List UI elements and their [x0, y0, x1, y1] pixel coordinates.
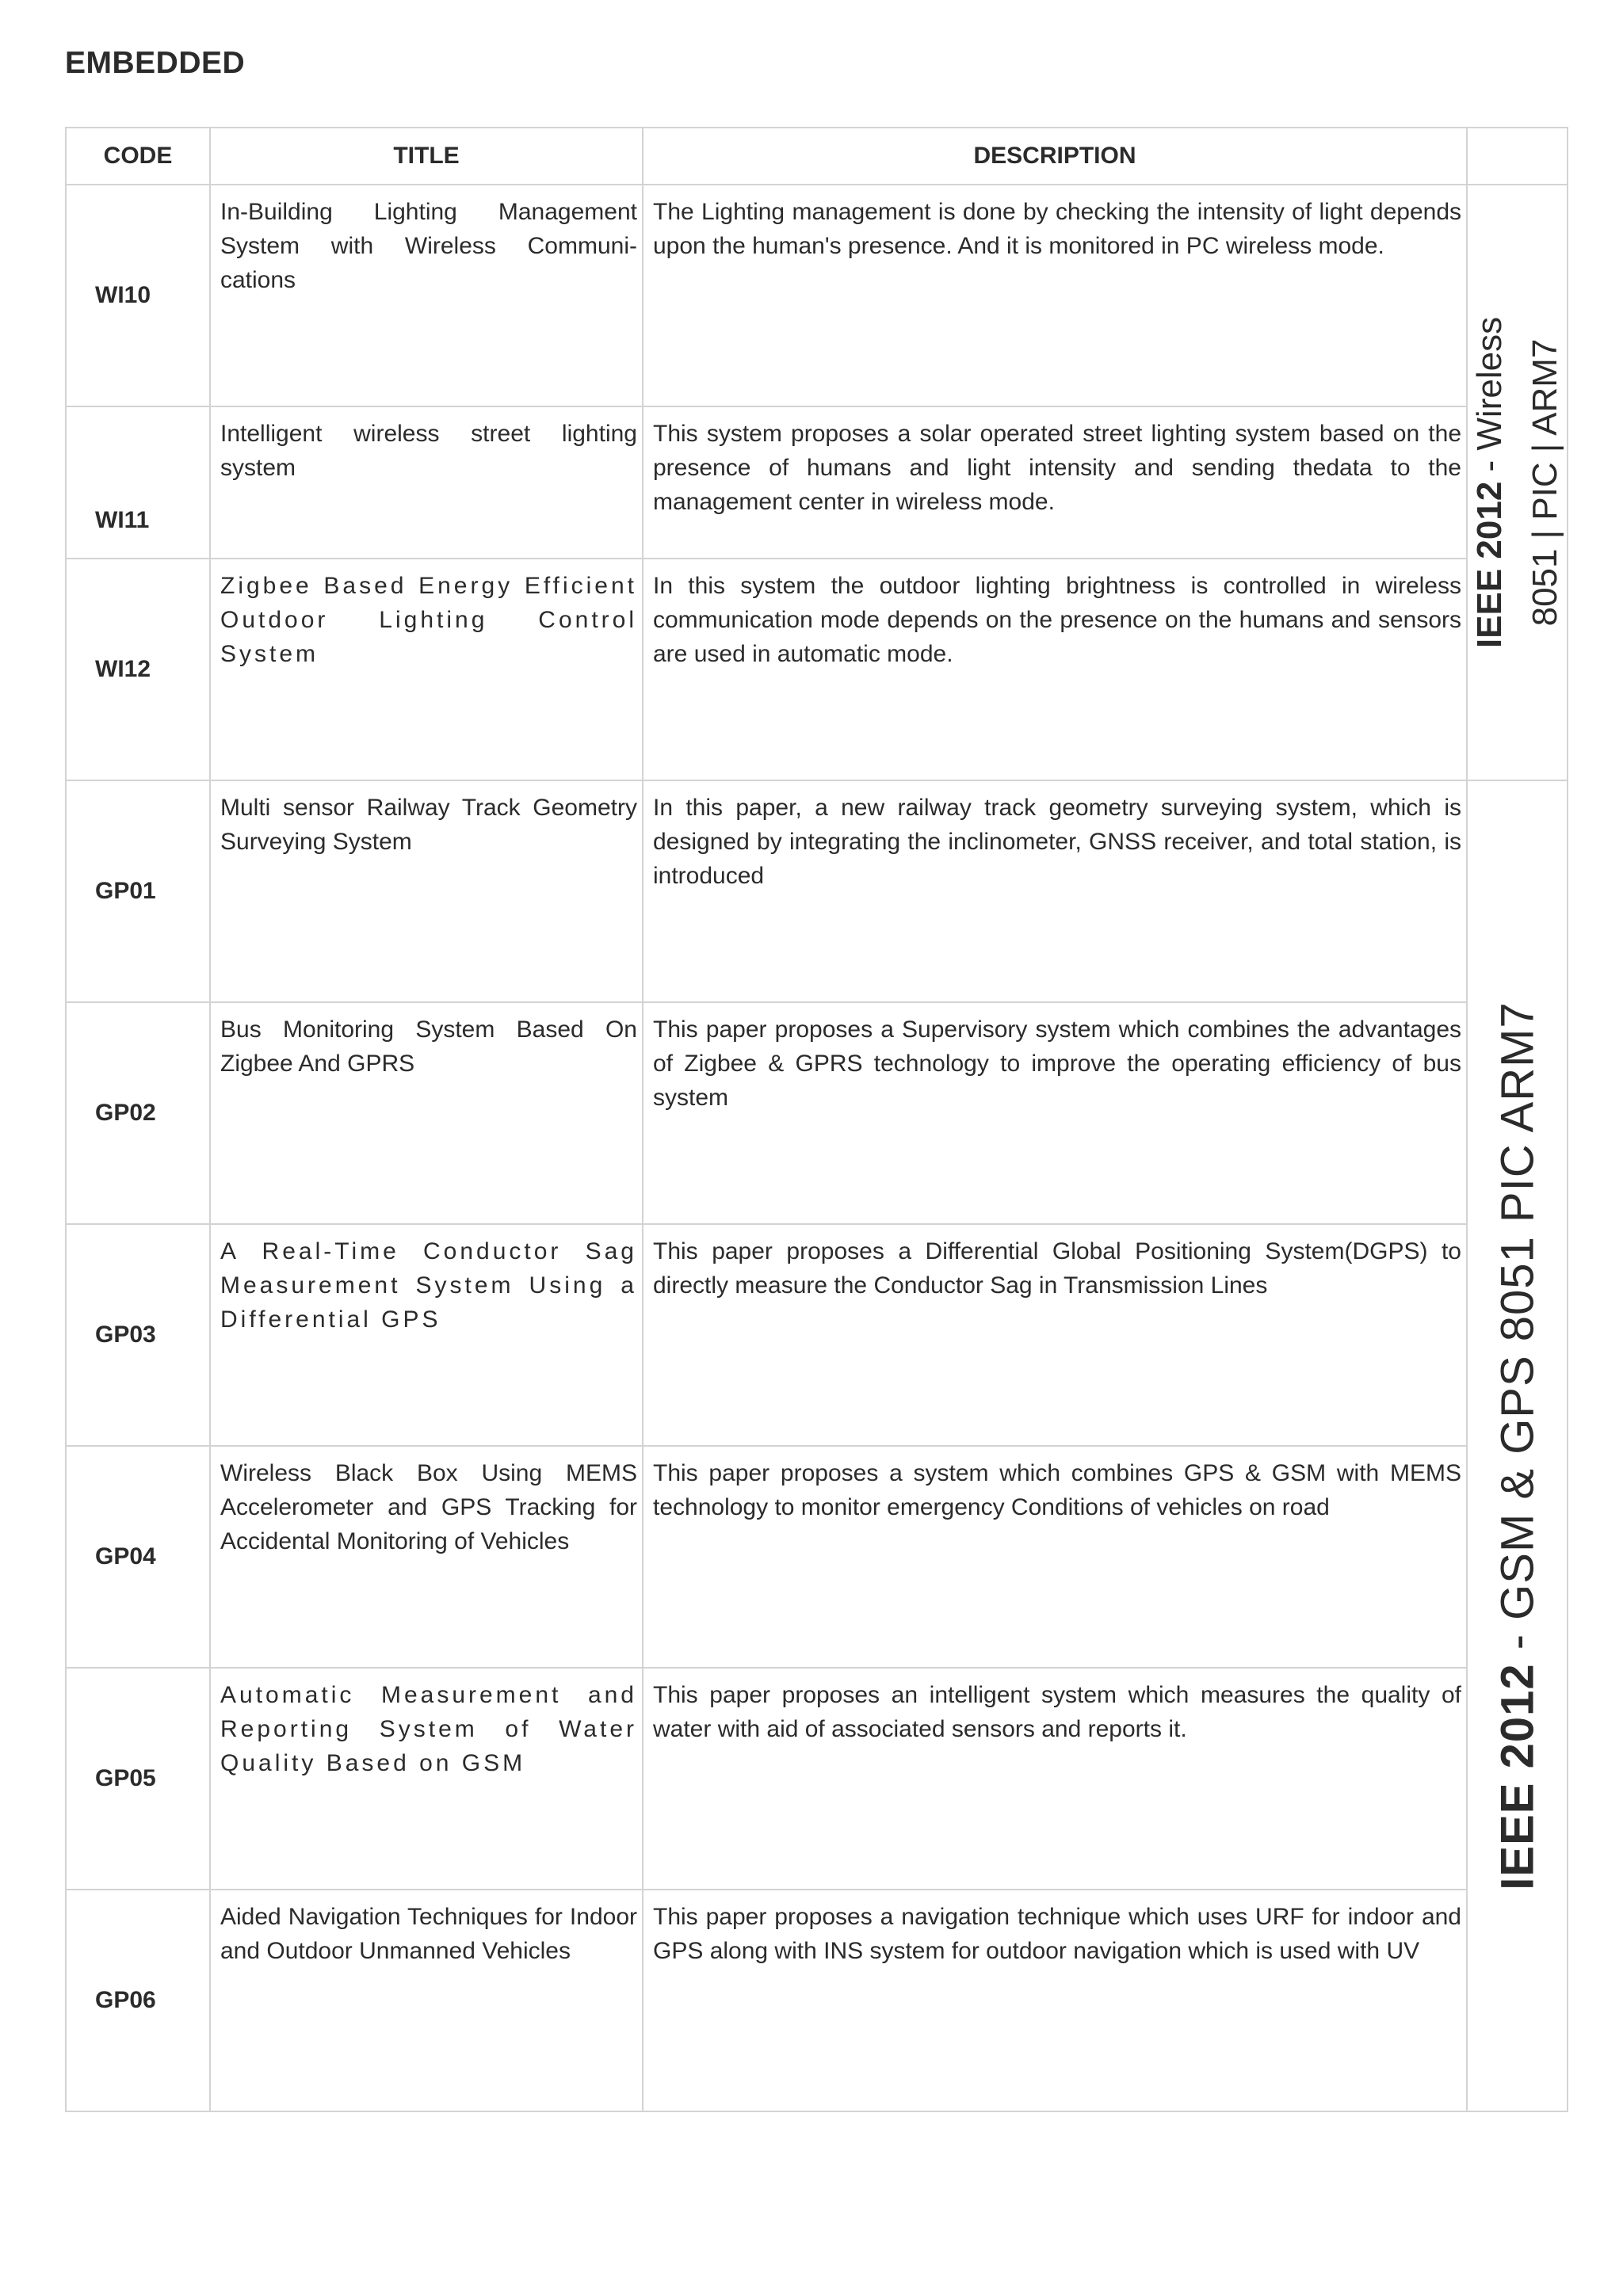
- table-row: [66, 559, 1568, 780]
- project-title: Wireless Black Box Using MEMS Accelerometer and GPS Tracking for Accidental Monitoring of Vehicles: [210, 1446, 643, 1668]
- gps-category: - GSM & GPS 8051 PIC ARM7: [1491, 1001, 1543, 1664]
- project-code: WI10: [66, 185, 210, 406]
- column-header-category: [1467, 128, 1568, 185]
- project-description: This system proposes a solar operated street lighting system based on the presence of humans and light intensity and sending thedata to the management center in wireless mode.: [643, 406, 1467, 559]
- table-header-row: [66, 128, 1568, 185]
- category-label-wireless: [1467, 185, 1568, 780]
- table-row: [66, 780, 1568, 1002]
- page-title: EMBEDDED: [65, 46, 246, 80]
- table-row: [66, 1890, 1568, 2111]
- gps-year-label: IEEE 2012: [1491, 1663, 1543, 1890]
- project-title: A Real-Time Conductor Sag Measurement System Using a Differential GPS: [210, 1224, 643, 1446]
- column-header-title: TITLE: [210, 128, 643, 185]
- table-row: [66, 1668, 1568, 1890]
- project-description: In this paper, a new railway track geometry surveying system, which is designed by integrating the inclinometer, GNSS receiver, and total station, is introduced: [643, 780, 1467, 1002]
- project-code: GP06: [66, 1890, 210, 2111]
- project-table: [65, 127, 1568, 2112]
- project-description: This paper proposes a navigation technique which uses URF for indoor and GPS along with INS system for outdoor navigation which is used with UV: [643, 1890, 1467, 2111]
- table-row: [66, 185, 1568, 406]
- table-row: [66, 1002, 1568, 1224]
- table-row: [66, 1224, 1568, 1446]
- project-code: WI11: [66, 406, 210, 559]
- project-title: Zigbee Based Energy Efficient Outdoor Lighting Control System: [210, 559, 643, 780]
- project-title: Bus Monitoring System Based On Zigbee And GPRS: [210, 1002, 643, 1224]
- project-description: The Lighting management is done by checking the intensity of light depends upon the human's presence. And it is monitored in PC wireless mode.: [643, 185, 1467, 406]
- column-header-description: DESCRIPTION: [643, 128, 1467, 185]
- wireless-category-text: [1462, 317, 1573, 648]
- project-code: GP02: [66, 1002, 210, 1224]
- table-row: [66, 406, 1568, 559]
- project-code: GP05: [66, 1668, 210, 1890]
- project-description: This paper proposes a Differential Global Positioning System(DGPS) to directly measure the Conductor Sag in Transmission Lines: [643, 1224, 1467, 1446]
- project-title: Intelligent wireless street lighting system: [210, 406, 643, 559]
- project-description: This paper proposes a system which combines GPS & GSM with MEMS technology to monitor emergency Conditions of vehicles on road: [643, 1446, 1467, 1668]
- project-code: GP01: [66, 780, 210, 1002]
- project-code: GP03: [66, 1224, 210, 1446]
- category-label-gps: [1467, 780, 1568, 2111]
- wireless-year-label: IEEE 2012: [1469, 481, 1509, 649]
- gps-category-text: [1491, 1001, 1544, 1890]
- project-title: In-Building Lighting Management System with Wireless Communi-cations: [210, 185, 643, 406]
- table-row: [66, 1446, 1568, 1668]
- project-title: Automatic Measurement and Reporting System of Water Quality Based on GSM: [210, 1668, 643, 1890]
- wireless-category: - Wireless: [1469, 316, 1509, 482]
- column-header-code: CODE: [66, 128, 210, 185]
- wireless-platforms: 8051 | PIC | ARM7: [1525, 338, 1564, 627]
- project-title: Aided Navigation Techniques for Indoor and Outdoor Unmanned Vehicles: [210, 1890, 643, 2111]
- project-code: WI12: [66, 559, 210, 780]
- project-description: This paper proposes a Supervisory system which combines the advantages of Zigbee & GPRS technology to improve the operating efficiency of bus system: [643, 1002, 1467, 1224]
- project-title: Multi sensor Railway Track Geometry Surveying System: [210, 780, 643, 1002]
- project-code: GP04: [66, 1446, 210, 1668]
- project-description: In this system the outdoor lighting brightness is controlled in wireless communication mode depends on the presence on the humans and sensors are used in automatic mode.: [643, 559, 1467, 780]
- project-description: This paper proposes an intelligent system which measures the quality of water with aid of associated sensors and reports it.: [643, 1668, 1467, 1890]
